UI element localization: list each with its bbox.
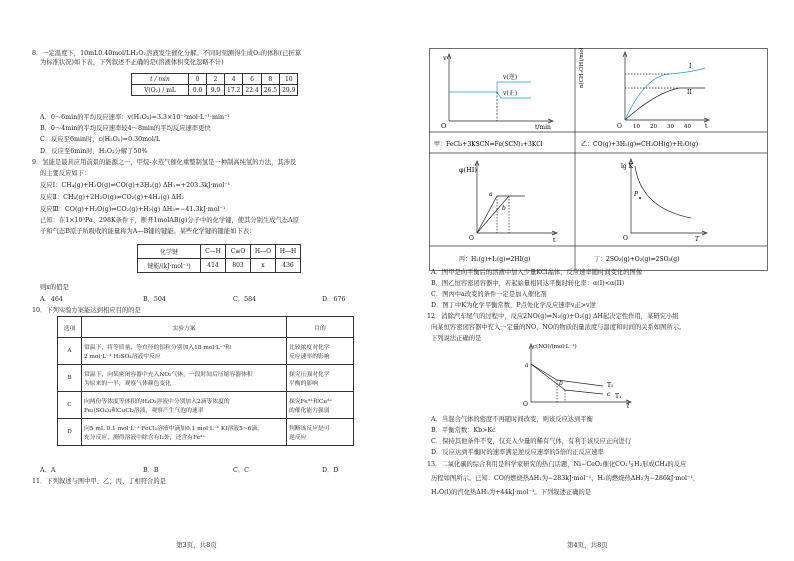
q10-goal: 探究Fe³⁺和Cu²⁺ — [289, 399, 333, 405]
q10-head: 实验方案 — [82, 317, 287, 338]
q11-option-b: B．图乙恒容密闭容器中，若起始量相同达平衡时转化率：α(I)<α(II) — [431, 280, 625, 287]
g2-label-i: I — [689, 63, 692, 70]
page-footer: 第3页，共8页 — [176, 541, 217, 549]
table-row — [58, 365, 354, 392]
bond-head: C≡O — [226, 245, 251, 259]
g5-label-a: a — [525, 362, 529, 369]
g3-xlabel: t — [553, 237, 556, 244]
g1-xlabel: t/min — [535, 124, 551, 131]
q9-line: 已知：在1×10⁵Pa、298K条件下，断开1molAB(g)分子中的化学键，使其分别生成气态A原 — [40, 217, 300, 224]
q10-goal: 判断该反应是可 — [289, 426, 330, 432]
q8-v-cell: 17.2 — [225, 85, 243, 96]
q11-option-a: A．图甲是向平衡后的溶液中加入少量KCl晶体，反应速率随时间变化的图像 — [431, 269, 643, 276]
q8-t-cell: 2 — [207, 74, 225, 85]
g4-xlabel: T — [695, 236, 700, 243]
q8-v-cell: 0.0 — [189, 85, 207, 96]
g3-caption: 丙：H₂(g)+I₂(g)⇌2HI(g) — [459, 256, 531, 263]
bond-value: 436 — [276, 259, 301, 273]
q10-plan: 充分反应，测得溶液中除含有I₂外，还含有Fe³⁺ — [84, 435, 206, 441]
q12-option-b: B．平衡常数：Kb>Kc — [431, 427, 496, 434]
q12-stem-3: 下列说法正确的是 — [431, 335, 482, 342]
g4-origin: O — [623, 235, 628, 242]
q11-option-c: C．图丙中a改变的条件一定是加入催化剂 — [431, 291, 547, 298]
q8-t-cell: 10 — [280, 74, 298, 85]
g2-tick: 20 — [650, 124, 657, 130]
q10-goal: 探究压强对化学 — [289, 372, 330, 378]
g3-ylabel: φ(HI) — [459, 166, 477, 174]
g1-origin: O — [441, 122, 447, 130]
table-row — [58, 392, 354, 419]
g5-label-t2: T₂ — [607, 382, 614, 389]
q12-stem: 12．消除汽车尾气的过程中，反应2NO(g)⇌N₂(g)+O₂(g) ΔH起决定性作用，某研究小组 — [427, 313, 679, 320]
graph-jia — [441, 54, 553, 131]
q8-stem-2: 为标准状况)如下表，下列叙述不正确的是(溶液体积变化忽略不计) — [40, 59, 224, 66]
q10-goal: 的催化能力强弱 — [289, 408, 330, 414]
q10-head: 目的 — [287, 317, 354, 338]
q8-table — [131, 73, 298, 96]
g4-ylabel: lg K — [621, 163, 634, 170]
q8-option-b: B．0～4min的平均反应速率较4～8min的平均反应速率更快 — [40, 125, 211, 132]
q10-plan: 常温下，将等质量、等直径的铝粒分别加入18 mol·L⁻¹和 — [84, 345, 232, 351]
q12-graph — [517, 340, 637, 408]
g3-origin: O — [469, 235, 474, 242]
g4-label-p: P — [634, 191, 639, 198]
q11-stem: 11．下列叙述与图中甲、乙、丙、丁相符合的是 — [32, 478, 166, 485]
q10-option-c: C．C — [233, 467, 249, 474]
q8-v-cell: 26.5 — [261, 85, 279, 96]
q10-plan: 2 mol·L⁻¹ H₂SO₄溶液中反应 — [84, 354, 161, 360]
g5-xlabel: t — [627, 403, 630, 408]
q9-option-d: D．676 — [322, 296, 346, 303]
q9-option-b: B．504 — [143, 296, 166, 303]
q10-plan: 为原来的一半，观察气体颜色变化 — [84, 381, 171, 387]
g1-label-forward: v(正) — [503, 90, 518, 97]
bond-head: 化学键 — [138, 245, 201, 259]
bond-value: x — [251, 259, 276, 273]
bond-value: 414 — [201, 259, 226, 273]
g2-tick: 10 — [633, 124, 640, 130]
graph-yi — [578, 48, 709, 130]
bond-head: C—H — [201, 245, 226, 259]
bond-head: H—H — [276, 245, 301, 259]
g3-label-a: a — [489, 191, 493, 198]
q11-option-d: D．图丁中K为化学平衡常数，P点处化学反应速率v正>v逆 — [431, 302, 596, 309]
q8-v-cell: 9.9 — [207, 85, 225, 96]
q8-option-a: A．0～6min的平均反应速率：v(H₂O₂)≈3.3×10⁻²mol·L⁻¹·min⁻¹ — [40, 114, 230, 121]
q13-stem-3: H₂O(l)的汽化热ΔH₃为+44kJ·mol⁻¹。下列叙述正确的是 — [431, 489, 592, 496]
table-row — [58, 338, 354, 365]
q13-stem: 13．二氧化碳的综合利用是科学家研究的热门话题，Ni−CeO₂催化CO₂与H₂形成CH₄的反应 — [427, 461, 687, 468]
bond-energy-table — [137, 244, 301, 273]
g2-origin: O — [617, 123, 622, 130]
q13-stem-2: 历程如图所示。已知：CO的燃烧热ΔH₁为−283kJ·mol⁻¹，H₂的燃烧热ΔH₂为−286kJ·mol⁻¹， — [431, 475, 700, 482]
q10-option-b: B．B — [143, 467, 159, 474]
q8-t-cell: 0 — [189, 74, 207, 85]
g5-label-b: b — [559, 380, 563, 387]
q9-line: 的主要反应如下： — [40, 170, 91, 177]
g2-xlabel: t — [705, 123, 708, 130]
q10-goal: 比较浓度对化学 — [289, 345, 330, 351]
q9-line: 9．氢能是最具应用前景的能源之一，甲烷-水蒸气催化重整制氢是一种制高纯氢的方法，其涉及 — [32, 159, 297, 166]
bond-value: 803 — [226, 259, 251, 273]
g5-origin: O — [523, 401, 528, 408]
g2-ylabel: n(CH₃OH)/mol — [579, 48, 585, 88]
g5-ylabel: c(NO)/(mol·L⁻¹) — [533, 344, 577, 350]
q10-goal: 逆反应 — [289, 435, 307, 441]
q8-stem: 8．一定温度下，10mL0.40mol/LH₂O₂溶液发生催化分解。不同时刻测得生成O₂的体积(已折算 — [32, 50, 302, 57]
g1-caption: 甲：FeCl₃+3KSCN⇌Fe(SCN)₃+3KCl — [434, 141, 543, 148]
q8-v-cell: 29.9 — [280, 85, 298, 96]
q8-t-cell: 8 — [261, 74, 279, 85]
q10-head: 选项 — [58, 317, 82, 338]
q10-plan: 向两份等浓度等体积的H₂O₂溶液中分别加入2滴等浓度的 — [84, 399, 230, 405]
q10-table — [57, 316, 354, 446]
q10-opt: D — [58, 419, 82, 446]
q12-option-a: A．当混合气体的密度不再随时间改变，则该反应达到平衡 — [431, 416, 593, 423]
q10-option-d: D．D — [322, 467, 339, 474]
q10-plan: 常温下，向某密闭容器中充入NO₂气体，一段时间后压缩容器体积 — [84, 372, 253, 378]
g5-label-t1: T₁ — [615, 393, 622, 400]
q9-reaction-3: 反应Ⅲ：CO(g)+H₂O(g)⇌CO₂(g)+H₂(g) ΔH₃=−41.3kJ·mol⁻¹ — [40, 206, 226, 213]
q8-t-label: t / min — [132, 74, 189, 85]
g3-label-b: b — [502, 205, 506, 212]
q9-option-a: A．464 — [40, 296, 63, 303]
right-page — [397, 0, 794, 561]
g2-tick: 40 — [684, 124, 691, 130]
q9-option-c: C．584 — [233, 296, 257, 303]
q10-opt: C — [58, 392, 82, 419]
bond-head: H—O — [251, 245, 276, 259]
g2-label-ii: II — [687, 89, 692, 96]
q9-reaction-1: 反应Ⅰ：CH₄(g)+H₂O(g)⇌CO(g)+3H₂(g) ΔH₁=+203.3kJ·mol⁻¹ — [40, 182, 231, 189]
q9-reaction-2: 反应Ⅱ：CH₄(g)+2H₂O(g)⇌CO₂(g)+4H₂(g) ΔH₂ — [40, 194, 184, 201]
q10-goal: 平衡的影响 — [289, 381, 318, 387]
q10-plan: 向5 mL 0.1 mol·L⁻¹ FeCl₃溶液中滴加0.1 mol·L⁻¹ KI溶液5~6滴， — [84, 426, 263, 432]
q8-option-c: C．反应至6min时，c(H₂O₂)=0.30mol/L — [40, 136, 161, 143]
g5-label-c: c — [607, 391, 611, 398]
q10-stem: 10．下列实验方案能达到相应目的的是 — [32, 307, 141, 314]
page-footer: 第4页，共8页 — [567, 541, 608, 549]
q8-t-cell: 4 — [225, 74, 243, 85]
q8-t-cell: 6 — [243, 74, 261, 85]
q8-v-cell: 22.4 — [243, 85, 261, 96]
q12-option-c: C．保持其他条件不变，仅充入少量的稀有气体，有利于该反应正向进行 — [431, 438, 632, 445]
g2-caption: 乙：CO(g)+3H₂(g)⇌CH₃OH(g)+H₂O(g) — [581, 141, 699, 148]
graph-bing — [459, 161, 557, 244]
q10-opt: B — [58, 365, 82, 392]
g1-label-reverse: v(逆) — [503, 74, 518, 81]
q10-opt: A — [58, 338, 82, 365]
q8-option-d: D．反应至6min时，H₂O₂分解了50% — [40, 148, 148, 155]
g4-caption: 丁：2SO₂(g)+O₂(g)⇌2SO₃(g) — [594, 256, 680, 263]
q9-ask: 则x的值是 — [40, 284, 69, 291]
graph-ding — [621, 159, 707, 243]
table-row — [58, 419, 354, 446]
q10-option-a: A．A — [40, 467, 56, 474]
q12-stem-2: 向某恒容密闭容器中充入一定量的NO，NO的物质的量浓度与温度和时间的关系如图所示。 — [431, 324, 686, 331]
q9-line: 子和气态B原子所吸收的能量称为A—B键的键能。某些化学键的键能如下表： — [40, 228, 256, 235]
q12-option-d: D．反应达到平衡时的速率满足逆反应速率的5倍的正反应速率 — [431, 449, 604, 456]
g2-tick: 30 — [667, 124, 674, 130]
bond-value: 键能/(kJ·mol⁻¹) — [138, 259, 201, 273]
q10-plan: Fe₂(SO₄)₃和CuCl₂溶液，观察产生气泡的速率 — [84, 408, 204, 414]
q10-goal: 反应速率的影响 — [289, 354, 330, 360]
g1-ylabel: v — [443, 54, 447, 62]
q8-v-label: V(O₂) / mL — [132, 85, 189, 96]
q11-figure-grid — [429, 48, 768, 271]
